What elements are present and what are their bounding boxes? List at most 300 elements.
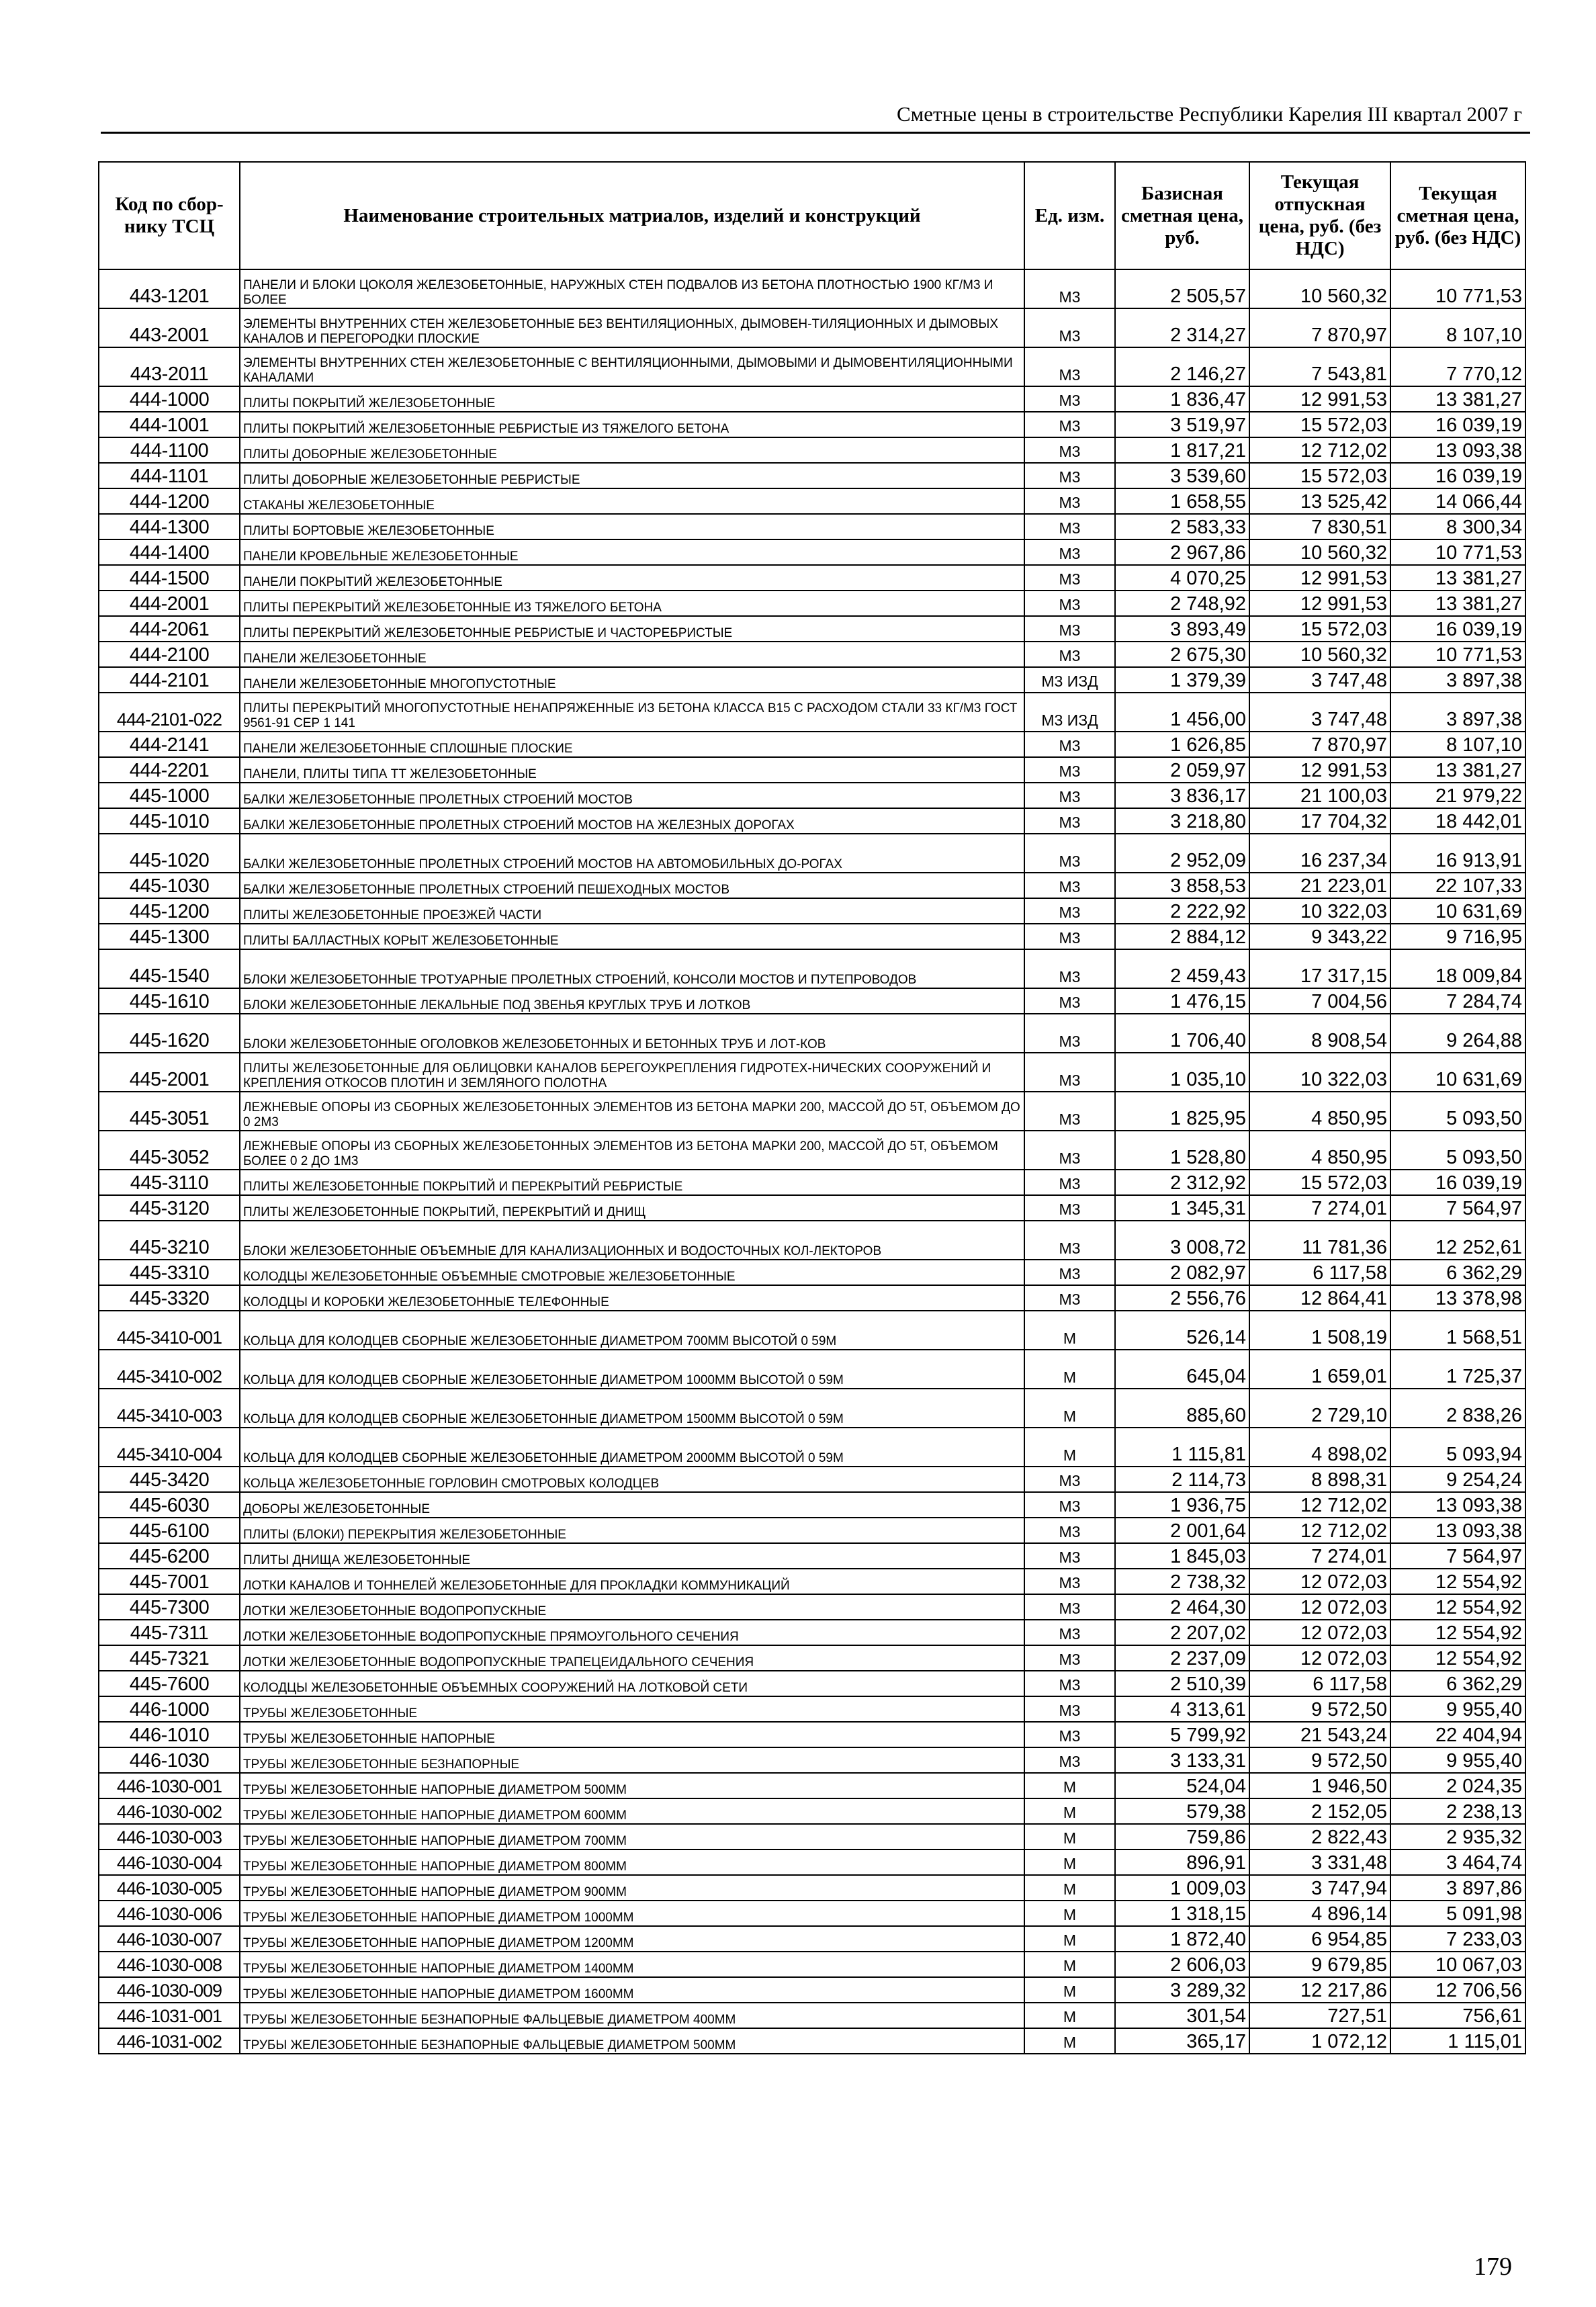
row-code: 444-1500 <box>99 565 240 591</box>
table-header-row <box>99 162 1525 269</box>
row-base-price: 1 817,21 <box>1115 437 1249 463</box>
row-estimate-price: 9 955,40 <box>1390 1747 1525 1773</box>
table-row <box>99 732 1525 757</box>
table-row <box>99 1311 1525 1350</box>
row-name: СТАКАНЫ ЖЕЛЕЗОБЕТОННЫЕ <box>240 488 1024 514</box>
row-code: 445-6030 <box>99 1492 240 1518</box>
table-row <box>99 924 1525 949</box>
row-unit: М3 <box>1024 1671 1115 1696</box>
row-unit: М <box>1024 1798 1115 1824</box>
row-base-price: 2 237,09 <box>1115 1645 1249 1671</box>
row-name: ЛЕЖНЕВЫЕ ОПОРЫ ИЗ СБОРНЫХ ЖЕЛЕЗОБЕТОННЫХ ЭЛЕМЕНТОВ ИЗ БЕТОНА МАРКИ 200, МАССОЙ ДО 5Т, ОБЪЕМОМ ДО 0 2М3 <box>240 1092 1024 1131</box>
row-unit: М3 <box>1024 1195 1115 1221</box>
row-release-price: 6 117,58 <box>1249 1671 1390 1696</box>
table-row <box>99 308 1525 347</box>
row-unit: М3 <box>1024 514 1115 539</box>
row-base-price: 2 556,76 <box>1115 1285 1249 1311</box>
row-unit: М <box>1024 1428 1115 1467</box>
row-estimate-price: 1 725,37 <box>1390 1350 1525 1389</box>
row-release-price: 3 747,48 <box>1249 693 1390 732</box>
row-release-price: 2 152,05 <box>1249 1798 1390 1824</box>
table-row <box>99 1798 1525 1824</box>
row-name: ПАНЕЛИ, ПЛИТЫ ТИПА ТТ ЖЕЛЕЗОБЕТОННЫЕ <box>240 757 1024 783</box>
table-row <box>99 873 1525 898</box>
row-release-price: 6 117,58 <box>1249 1260 1390 1285</box>
row-estimate-price: 12 706,56 <box>1390 1977 1525 2003</box>
table-row <box>99 1170 1525 1195</box>
table-row <box>99 412 1525 437</box>
row-estimate-price: 5 091,98 <box>1390 1901 1525 1926</box>
column-header-code: Код по сбор-нику ТСЦ <box>99 162 240 269</box>
row-unit: М3 <box>1024 412 1115 437</box>
table-row <box>99 2028 1525 2054</box>
table-row <box>99 1875 1525 1901</box>
row-base-price: 2 505,57 <box>1115 269 1249 308</box>
row-base-price: 3 539,60 <box>1115 463 1249 488</box>
row-base-price: 1 115,81 <box>1115 1428 1249 1467</box>
row-name: ПАНЕЛИ ЖЕЛЕЗОБЕТОННЫЕ СПЛОШНЫЕ ПЛОСКИЕ <box>240 732 1024 757</box>
row-estimate-price: 7 564,97 <box>1390 1195 1525 1221</box>
row-code: 445-7311 <box>99 1620 240 1645</box>
table-row <box>99 616 1525 642</box>
table-row <box>99 1926 1525 1952</box>
row-release-price: 12 072,03 <box>1249 1645 1390 1671</box>
row-base-price: 579,38 <box>1115 1798 1249 1824</box>
row-name: ЛЕЖНЕВЫЕ ОПОРЫ ИЗ СБОРНЫХ ЖЕЛЕЗОБЕТОННЫХ ЭЛЕМЕНТОВ ИЗ БЕТОНА МАРКИ 200, МАССОЙ ДО 5Т, ОБЪЕМОМ БОЛЕЕ 0 2 ДО 1М3 <box>240 1131 1024 1170</box>
row-release-price: 12 712,02 <box>1249 437 1390 463</box>
row-code: 445-3310 <box>99 1260 240 1285</box>
table-row <box>99 1131 1525 1170</box>
row-code: 445-2001 <box>99 1053 240 1092</box>
row-base-price: 3 519,97 <box>1115 412 1249 437</box>
row-estimate-price: 22 404,94 <box>1390 1722 1525 1747</box>
table-row <box>99 1824 1525 1849</box>
row-code: 446-1030-001 <box>99 1773 240 1798</box>
row-unit: М3 <box>1024 591 1115 616</box>
table-row <box>99 1518 1525 1543</box>
column-header-base-price: Базисная сметная цена, руб. <box>1115 162 1249 269</box>
row-estimate-price: 9 254,24 <box>1390 1467 1525 1492</box>
row-base-price: 1 706,40 <box>1115 1014 1249 1053</box>
table-row <box>99 591 1525 616</box>
table-row <box>99 1901 1525 1926</box>
row-release-price: 8 908,54 <box>1249 1014 1390 1053</box>
table-row <box>99 1620 1525 1645</box>
row-code: 443-1201 <box>99 269 240 308</box>
row-base-price: 4 070,25 <box>1115 565 1249 591</box>
row-unit: М3 <box>1024 949 1115 988</box>
row-unit: М3 <box>1024 642 1115 667</box>
row-unit: М3 <box>1024 1260 1115 1285</box>
row-code: 443-2011 <box>99 347 240 386</box>
row-unit: М3 <box>1024 1131 1115 1170</box>
row-estimate-price: 2 935,32 <box>1390 1824 1525 1849</box>
row-code: 445-1010 <box>99 808 240 834</box>
row-unit: М3 <box>1024 308 1115 347</box>
row-code: 445-1020 <box>99 834 240 873</box>
row-name: ТРУБЫ ЖЕЛЕЗОБЕТОННЫЕ НАПОРНЫЕ ДИАМЕТРОМ 900ММ <box>240 1875 1024 1901</box>
table-row <box>99 834 1525 873</box>
row-code: 446-1031-002 <box>99 2028 240 2054</box>
table-row <box>99 539 1525 565</box>
row-base-price: 2 114,73 <box>1115 1467 1249 1492</box>
row-estimate-price: 5 093,50 <box>1390 1092 1525 1131</box>
row-unit: М3 <box>1024 898 1115 924</box>
table-row <box>99 269 1525 308</box>
row-name: ТРУБЫ ЖЕЛЕЗОБЕТОННЫЕ НАПОРНЫЕ ДИАМЕТРОМ 800ММ <box>240 1849 1024 1875</box>
row-unit: М3 <box>1024 463 1115 488</box>
row-unit: М3 <box>1024 1569 1115 1594</box>
table-row <box>99 386 1525 412</box>
row-release-price: 12 712,02 <box>1249 1492 1390 1518</box>
row-base-price: 1 528,80 <box>1115 1131 1249 1170</box>
row-estimate-price: 6 362,29 <box>1390 1671 1525 1696</box>
row-code: 446-1030-004 <box>99 1849 240 1875</box>
row-name: ПЛИТЫ БАЛЛАСТНЫХ КОРЫТ ЖЕЛЕЗОБЕТОННЫЕ <box>240 924 1024 949</box>
row-estimate-price: 1 115,01 <box>1390 2028 1525 2054</box>
row-name: БЛОКИ ЖЕЛЕЗОБЕТОННЫЕ ОГОЛОВКОВ ЖЕЛЕЗОБЕТОННЫХ И БЕТОННЫХ ТРУБ И ЛОТ-КОВ <box>240 1014 1024 1053</box>
table-row <box>99 1952 1525 1977</box>
row-base-price: 2 952,09 <box>1115 834 1249 873</box>
row-name: ТРУБЫ ЖЕЛЕЗОБЕТОННЫЕ НАПОРНЫЕ ДИАМЕТРОМ 1400ММ <box>240 1952 1024 1977</box>
row-name: КОЛЬЦА ДЛЯ КОЛОДЦЕВ СБОРНЫЕ ЖЕЛЕЗОБЕТОННЫЕ ДИАМЕТРОМ 700ММ ВЫСОТОЙ 0 59М <box>240 1311 1024 1350</box>
row-code: 444-1400 <box>99 539 240 565</box>
row-name: ПЛИТЫ БОРТОВЫЕ ЖЕЛЕЗОБЕТОННЫЕ <box>240 514 1024 539</box>
row-estimate-price: 8 107,10 <box>1390 308 1525 347</box>
row-unit: М3 <box>1024 347 1115 386</box>
row-base-price: 2 606,03 <box>1115 1952 1249 1977</box>
row-release-price: 12 217,86 <box>1249 1977 1390 2003</box>
row-name: КОЛОДЦЫ И КОРОБКИ ЖЕЛЕЗОБЕТОННЫЕ ТЕЛЕФОННЫЕ <box>240 1285 1024 1311</box>
table-row <box>99 949 1525 988</box>
table-row <box>99 1195 1525 1221</box>
row-name: ЛОТКИ ЖЕЛЕЗОБЕТОННЫЕ ВОДОПРОПУСКНЫЕ ПРЯМОУГОЛЬНОГО СЕЧЕНИЯ <box>240 1620 1024 1645</box>
row-base-price: 4 313,61 <box>1115 1696 1249 1722</box>
row-unit: М3 <box>1024 616 1115 642</box>
row-code: 446-1010 <box>99 1722 240 1747</box>
row-code: 445-3320 <box>99 1285 240 1311</box>
row-name: БЛОКИ ЖЕЛЕЗОБЕТОННЫЕ ЛЕКАЛЬНЫЕ ПОД ЗВЕНЬЯ КРУГЛЫХ ТРУБ И ЛОТКОВ <box>240 988 1024 1014</box>
row-base-price: 1 456,00 <box>1115 693 1249 732</box>
row-release-price: 10 560,32 <box>1249 642 1390 667</box>
row-release-price: 7 274,01 <box>1249 1195 1390 1221</box>
row-code: 443-2001 <box>99 308 240 347</box>
row-estimate-price: 10 067,03 <box>1390 1952 1525 1977</box>
table-row <box>99 1492 1525 1518</box>
row-code: 445-6100 <box>99 1518 240 1543</box>
row-name: ТРУБЫ ЖЕЛЕЗОБЕТОННЫЕ НАПОРНЫЕ ДИАМЕТРОМ 700ММ <box>240 1824 1024 1849</box>
row-unit: М3 <box>1024 1492 1115 1518</box>
row-release-price: 9 572,50 <box>1249 1696 1390 1722</box>
row-code: 445-3410-003 <box>99 1389 240 1428</box>
row-base-price: 2 314,27 <box>1115 308 1249 347</box>
row-name: ПЛИТЫ ДОБОРНЫЕ ЖЕЛЕЗОБЕТОННЫЕ <box>240 437 1024 463</box>
row-estimate-price: 756,61 <box>1390 2003 1525 2028</box>
row-release-price: 1 508,19 <box>1249 1311 1390 1350</box>
row-base-price: 1 626,85 <box>1115 732 1249 757</box>
row-base-price: 526,14 <box>1115 1311 1249 1350</box>
row-unit: М <box>1024 1311 1115 1350</box>
table-row <box>99 347 1525 386</box>
table-row <box>99 783 1525 808</box>
row-release-price: 15 572,03 <box>1249 616 1390 642</box>
row-base-price: 2 146,27 <box>1115 347 1249 386</box>
row-base-price: 1 836,47 <box>1115 386 1249 412</box>
row-base-price: 365,17 <box>1115 2028 1249 2054</box>
row-base-price: 2 967,86 <box>1115 539 1249 565</box>
row-code: 445-7600 <box>99 1671 240 1696</box>
row-release-price: 12 072,03 <box>1249 1620 1390 1645</box>
row-code: 445-3410-004 <box>99 1428 240 1467</box>
row-code: 446-1030-005 <box>99 1875 240 1901</box>
row-base-price: 3 133,31 <box>1115 1747 1249 1773</box>
row-unit: М <box>1024 1952 1115 1977</box>
row-name: БЛОКИ ЖЕЛЕЗОБЕТОННЫЕ ТРОТУАРНЫЕ ПРОЛЕТНЫХ СТРОЕНИЙ, КОНСОЛИ МОСТОВ И ПУТЕПРОВОДОВ <box>240 949 1024 988</box>
row-code: 445-1610 <box>99 988 240 1014</box>
row-base-price: 2 207,02 <box>1115 1620 1249 1645</box>
row-base-price: 2 059,97 <box>1115 757 1249 783</box>
row-name: ТРУБЫ ЖЕЛЕЗОБЕТОННЫЕ НАПОРНЫЕ ДИАМЕТРОМ 1000ММ <box>240 1901 1024 1926</box>
row-estimate-price: 8 107,10 <box>1390 732 1525 757</box>
row-name: ПЛИТЫ ПЕРЕКРЫТИЙ ЖЕЛЕЗОБЕТОННЫЕ РЕБРИСТЫЕ И ЧАСТОРЕБРИСТЫЕ <box>240 616 1024 642</box>
row-name: ПАНЕЛИ ЖЕЛЕЗОБЕТОННЫЕ <box>240 642 1024 667</box>
row-release-price: 7 274,01 <box>1249 1543 1390 1569</box>
column-header-release-price: Текущая отпускная цена, руб. (без НДС) <box>1249 162 1390 269</box>
row-name: БАЛКИ ЖЕЛЕЗОБЕТОННЫЕ ПРОЛЕТНЫХ СТРОЕНИЙ МОСТОВ НА ЖЕЛЕЗНЫХ ДОРОГАХ <box>240 808 1024 834</box>
row-unit: М3 <box>1024 808 1115 834</box>
row-name: ТРУБЫ ЖЕЛЕЗОБЕТОННЫЕ БЕЗНАПОРНЫЕ <box>240 1747 1024 1773</box>
row-base-price: 2 583,33 <box>1115 514 1249 539</box>
row-estimate-price: 10 771,53 <box>1390 539 1525 565</box>
row-unit: М3 <box>1024 834 1115 873</box>
row-name: КОЛОДЦЫ ЖЕЛЕЗОБЕТОННЫЕ ОБЪЕМНЫЕ СМОТРОВЫЕ ЖЕЛЕЗОБЕТОННЫЕ <box>240 1260 1024 1285</box>
row-release-price: 15 572,03 <box>1249 1170 1390 1195</box>
row-code: 445-3120 <box>99 1195 240 1221</box>
row-base-price: 3 893,49 <box>1115 616 1249 642</box>
row-base-price: 1 345,31 <box>1115 1195 1249 1221</box>
row-code: 445-3210 <box>99 1221 240 1260</box>
row-code: 446-1030-003 <box>99 1824 240 1849</box>
row-name: ПЛИТЫ ЖЕЛЕЗОБЕТОННЫЕ ДЛЯ ОБЛИЦОВКИ КАНАЛОВ БЕРЕГОУКРЕПЛЕНИЯ ГИДРОТЕХ-НИЧЕСКИХ СООРУЖЕНИЙ И КРЕПЛЕНИЯ ОТКОСОВ ПЛОТИН И ЗЕМЛЯНОГО ПОЛОТНА <box>240 1053 1024 1092</box>
row-estimate-price: 10 631,69 <box>1390 1053 1525 1092</box>
row-release-price: 21 223,01 <box>1249 873 1390 898</box>
row-name: БЛОКИ ЖЕЛЕЗОБЕТОННЫЕ ОБЪЕМНЫЕ ДЛЯ КАНАЛИЗАЦИОННЫХ И ВОДОСТОЧНЫХ КОЛ-ЛЕКТОРОВ <box>240 1221 1024 1260</box>
row-unit: М <box>1024 1773 1115 1798</box>
table-row <box>99 1014 1525 1053</box>
row-code: 446-1030-006 <box>99 1901 240 1926</box>
row-unit: М <box>1024 1901 1115 1926</box>
table-row <box>99 898 1525 924</box>
table-row <box>99 488 1525 514</box>
row-base-price: 2 884,12 <box>1115 924 1249 949</box>
row-name: ПЛИТЫ ПОКРЫТИЙ ЖЕЛЕЗОБЕТОННЫЕ <box>240 386 1024 412</box>
row-estimate-price: 13 093,38 <box>1390 1492 1525 1518</box>
row-base-price: 2 738,32 <box>1115 1569 1249 1594</box>
row-base-price: 524,04 <box>1115 1773 1249 1798</box>
table-row <box>99 514 1525 539</box>
row-code: 445-1200 <box>99 898 240 924</box>
table-row <box>99 1747 1525 1773</box>
row-base-price: 1 476,15 <box>1115 988 1249 1014</box>
row-name: ЭЛЕМЕНТЫ ВНУТРЕННИХ СТЕН ЖЕЛЕЗОБЕТОННЫЕ БЕЗ ВЕНТИЛЯЦИОННЫХ, ДЫМОВЕН-ТИЛЯЦИОННЫХ И ДЫМОВЫХ КАНАЛОВ И ПЕРЕГОРОДКИ ПЛОСКИЕ <box>240 308 1024 347</box>
row-release-price: 727,51 <box>1249 2003 1390 2028</box>
row-estimate-price: 12 554,92 <box>1390 1569 1525 1594</box>
row-code: 446-1030 <box>99 1747 240 1773</box>
row-code: 445-1300 <box>99 924 240 949</box>
row-release-price: 15 572,03 <box>1249 463 1390 488</box>
row-code: 444-1100 <box>99 437 240 463</box>
table-row <box>99 642 1525 667</box>
header-rule <box>101 132 1530 134</box>
row-name: ПЛИТЫ ПЕРЕКРЫТИЙ МНОГОПУСТОТНЫЕ НЕНАПРЯЖЕННЫЕ ИЗ БЕТОНА КЛАССА В15 С РАСХОДОМ СТАЛИ 33 КГ/М3 ГОСТ 9561-91 СЕР 1 141 <box>240 693 1024 732</box>
table-row <box>99 1594 1525 1620</box>
row-base-price: 1 009,03 <box>1115 1875 1249 1901</box>
row-estimate-price: 13 381,27 <box>1390 565 1525 591</box>
row-name: ТРУБЫ ЖЕЛЕЗОБЕТОННЫЕ НАПОРНЫЕ ДИАМЕТРОМ 500ММ <box>240 1773 1024 1798</box>
row-code: 444-2201 <box>99 757 240 783</box>
row-release-price: 12 072,03 <box>1249 1594 1390 1620</box>
row-release-price: 21 543,24 <box>1249 1722 1390 1747</box>
row-code: 444-2141 <box>99 732 240 757</box>
table-row <box>99 1543 1525 1569</box>
column-header-estimate-price: Текущая сметная цена, руб. (без НДС) <box>1390 162 1525 269</box>
table-row <box>99 1053 1525 1092</box>
row-release-price: 13 525,42 <box>1249 488 1390 514</box>
row-estimate-price: 5 093,50 <box>1390 1131 1525 1170</box>
table-row <box>99 1569 1525 1594</box>
row-estimate-price: 22 107,33 <box>1390 873 1525 898</box>
row-release-price: 9 343,22 <box>1249 924 1390 949</box>
row-code: 444-1200 <box>99 488 240 514</box>
row-code: 445-1000 <box>99 783 240 808</box>
row-unit: М <box>1024 1875 1115 1901</box>
row-base-price: 2 748,92 <box>1115 591 1249 616</box>
row-base-price: 2 312,92 <box>1115 1170 1249 1195</box>
row-release-price: 9 679,85 <box>1249 1952 1390 1977</box>
row-code: 445-1030 <box>99 873 240 898</box>
page-header: Сметные цены в строительстве Республики Карелия III квартал 2007 г <box>896 102 1522 126</box>
row-name: ПЛИТЫ ПЕРЕКРЫТИЙ ЖЕЛЕЗОБЕТОННЫЕ ИЗ ТЯЖЕЛОГО БЕТОНА <box>240 591 1024 616</box>
table-row <box>99 1221 1525 1260</box>
row-release-price: 4 850,95 <box>1249 1131 1390 1170</box>
table-row <box>99 757 1525 783</box>
row-name: ТРУБЫ ЖЕЛЕЗОБЕТОННЫЕ НАПОРНЫЕ ДИАМЕТРОМ 600ММ <box>240 1798 1024 1824</box>
row-estimate-price: 16 913,91 <box>1390 834 1525 873</box>
row-base-price: 1 379,39 <box>1115 667 1249 693</box>
row-name: БАЛКИ ЖЕЛЕЗОБЕТОННЫЕ ПРОЛЕТНЫХ СТРОЕНИЙ МОСТОВ НА АВТОМОБИЛЬНЫХ ДО-РОГАХ <box>240 834 1024 873</box>
row-unit: М3 <box>1024 1053 1115 1092</box>
table-row <box>99 988 1525 1014</box>
row-base-price: 2 510,39 <box>1115 1671 1249 1696</box>
row-estimate-price: 2 838,26 <box>1390 1389 1525 1428</box>
row-estimate-price: 13 093,38 <box>1390 1518 1525 1543</box>
row-release-price: 2 729,10 <box>1249 1389 1390 1428</box>
row-unit: М3 <box>1024 1014 1115 1053</box>
row-unit: М3 ИЗД <box>1024 693 1115 732</box>
row-base-price: 3 836,17 <box>1115 783 1249 808</box>
row-name: ПЛИТЫ ЖЕЛЕЗОБЕТОННЫЕ ПОКРЫТИЙ И ПЕРЕКРЫТИЙ РЕБРИСТЫЕ <box>240 1170 1024 1195</box>
row-name: КОЛЬЦА ДЛЯ КОЛОДЦЕВ СБОРНЫЕ ЖЕЛЕЗОБЕТОННЫЕ ДИАМЕТРОМ 2000ММ ВЫСОТОЙ 0 59М <box>240 1428 1024 1467</box>
row-name: ПАНЕЛИ КРОВЕЛЬНЫЕ ЖЕЛЕЗОБЕТОННЫЕ <box>240 539 1024 565</box>
row-code: 446-1031-001 <box>99 2003 240 2028</box>
table-body <box>99 269 1525 2054</box>
row-name: ПЛИТЫ ДОБОРНЫЕ ЖЕЛЕЗОБЕТОННЫЕ РЕБРИСТЫЕ <box>240 463 1024 488</box>
row-name: ТРУБЫ ЖЕЛЕЗОБЕТОННЫЕ <box>240 1696 1024 1722</box>
row-code: 444-2101-022 <box>99 693 240 732</box>
table-row <box>99 437 1525 463</box>
row-name: КОЛЬЦА ДЛЯ КОЛОДЦЕВ СБОРНЫЕ ЖЕЛЕЗОБЕТОННЫЕ ДИАМЕТРОМ 1000ММ ВЫСОТОЙ 0 59М <box>240 1350 1024 1389</box>
row-unit: М <box>1024 1389 1115 1428</box>
row-unit: М3 <box>1024 1518 1115 1543</box>
table-row <box>99 1849 1525 1875</box>
row-release-price: 12 991,53 <box>1249 565 1390 591</box>
row-unit: М3 <box>1024 1722 1115 1747</box>
row-name: ПЛИТЫ ДНИЩА ЖЕЛЕЗОБЕТОННЫЕ <box>240 1543 1024 1569</box>
row-base-price: 3 218,80 <box>1115 808 1249 834</box>
table-row <box>99 1773 1525 1798</box>
row-release-price: 12 072,03 <box>1249 1569 1390 1594</box>
table-row <box>99 1696 1525 1722</box>
row-unit: М <box>1024 2028 1115 2054</box>
row-unit: М3 <box>1024 437 1115 463</box>
row-code: 444-1000 <box>99 386 240 412</box>
row-release-price: 3 747,48 <box>1249 667 1390 693</box>
row-unit: М3 <box>1024 1594 1115 1620</box>
row-base-price: 1 318,15 <box>1115 1901 1249 1926</box>
row-unit: М3 <box>1024 1543 1115 1569</box>
row-unit: М <box>1024 1824 1115 1849</box>
row-release-price: 7 543,81 <box>1249 347 1390 386</box>
row-release-price: 3 331,48 <box>1249 1849 1390 1875</box>
row-release-price: 17 704,32 <box>1249 808 1390 834</box>
table-row <box>99 1350 1525 1389</box>
table-row <box>99 1467 1525 1492</box>
row-estimate-price: 12 554,92 <box>1390 1594 1525 1620</box>
row-code: 445-3110 <box>99 1170 240 1195</box>
row-estimate-price: 10 771,53 <box>1390 642 1525 667</box>
row-base-price: 896,91 <box>1115 1849 1249 1875</box>
row-base-price: 1 825,95 <box>1115 1092 1249 1131</box>
row-code: 444-2061 <box>99 616 240 642</box>
row-code: 445-3410-002 <box>99 1350 240 1389</box>
table-row <box>99 1977 1525 2003</box>
row-release-price: 10 322,03 <box>1249 898 1390 924</box>
row-release-price: 15 572,03 <box>1249 412 1390 437</box>
row-base-price: 1 658,55 <box>1115 488 1249 514</box>
row-unit: М3 <box>1024 1221 1115 1260</box>
row-name: ПЛИТЫ ЖЕЛЕЗОБЕТОННЫЕ ПОКРЫТИЙ, ПЕРЕКРЫТИЙ И ДНИЩ <box>240 1195 1024 1221</box>
row-unit: М3 ИЗД <box>1024 667 1115 693</box>
page-number: 179 <box>1474 2253 1512 2281</box>
row-name: КОЛОДЦЫ ЖЕЛЕЗОБЕТОННЫЕ ОБЪЕМНЫХ СООРУЖЕНИЙ НА ЛОТКОВОЙ СЕТИ <box>240 1671 1024 1696</box>
row-code: 446-1000 <box>99 1696 240 1722</box>
row-code: 444-1001 <box>99 412 240 437</box>
row-base-price: 3 289,32 <box>1115 1977 1249 2003</box>
row-estimate-price: 12 554,92 <box>1390 1620 1525 1645</box>
row-estimate-price: 18 009,84 <box>1390 949 1525 988</box>
row-code: 445-3052 <box>99 1131 240 1170</box>
row-release-price: 9 572,50 <box>1249 1747 1390 1773</box>
row-unit: М <box>1024 1350 1115 1389</box>
row-base-price: 3 858,53 <box>1115 873 1249 898</box>
row-estimate-price: 5 093,94 <box>1390 1428 1525 1467</box>
row-code: 445-1620 <box>99 1014 240 1053</box>
row-unit: М3 <box>1024 1092 1115 1131</box>
table-row <box>99 1645 1525 1671</box>
column-header-name: Наименование строительных матриалов, изделий и конструкций <box>240 162 1024 269</box>
table-row <box>99 1092 1525 1131</box>
row-estimate-price: 2 238,13 <box>1390 1798 1525 1824</box>
